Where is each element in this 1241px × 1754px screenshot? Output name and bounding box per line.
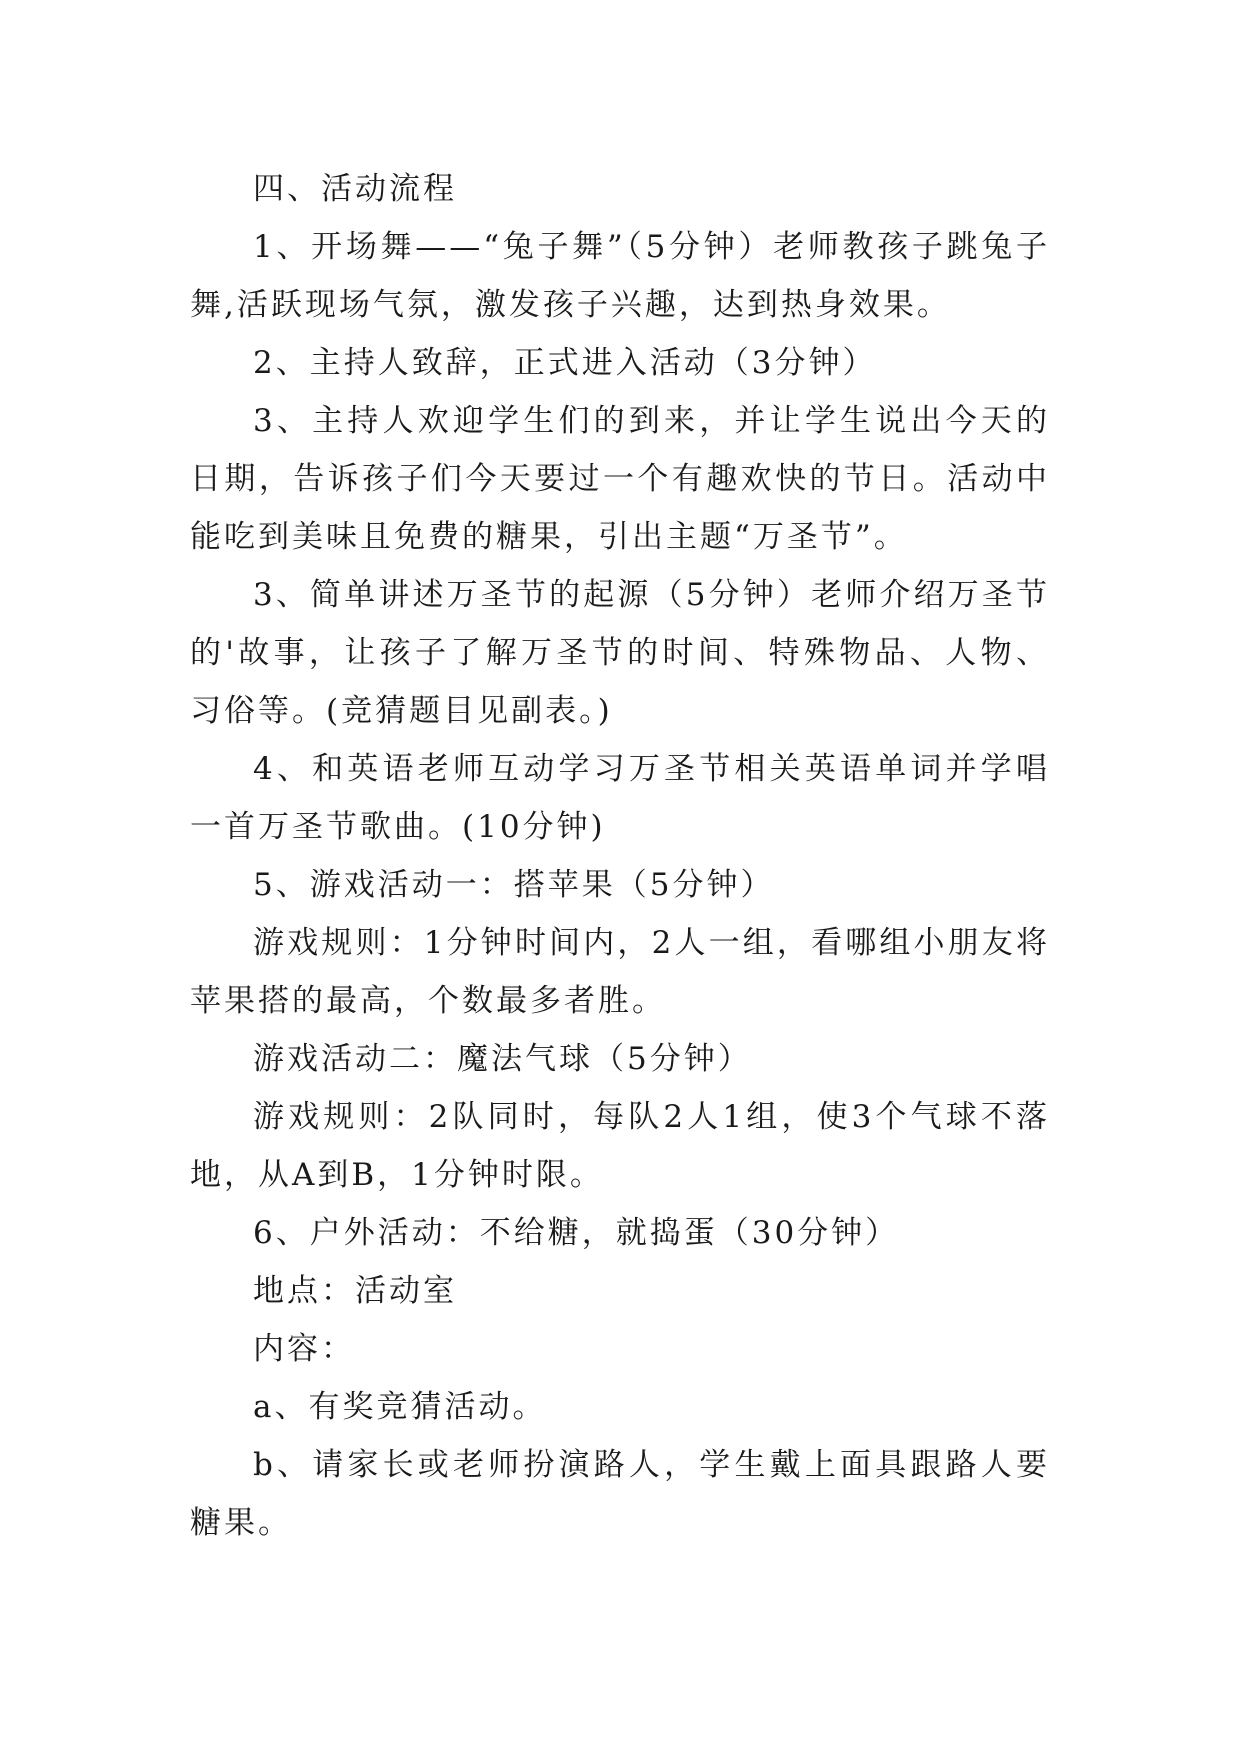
- document-body: [190, 160, 1050, 1552]
- paragraph-item-b: b、请家长或老师扮演路人，学生戴上面具跟路人要糖果。: [190, 1447, 1050, 1541]
- paragraph-game-one: 5、游戏活动一：搭苹果（5分钟）: [253, 867, 775, 903]
- paragraph-item-a: a、有奖竞猜活动。: [253, 1389, 547, 1425]
- paragraph-location: 地点：活动室: [253, 1273, 457, 1309]
- paragraph-game-one-rules: 游戏规则：1分钟时间内，2人一组，看哪组小朋友将苹果搭的最高，个数最多者胜。: [190, 925, 1050, 1019]
- paragraph-game-two-rules: 游戏规则：2队同时，每队2人1组，使3个气球不落地，从A到B，1分钟时限。: [190, 1099, 1050, 1193]
- paragraph-english-song: 4、和英语老师互动学习万圣节相关英语单词并学唱一首万圣节歌曲。(10分钟): [190, 751, 1050, 845]
- paragraph-outdoor-activity: 6、户外活动：不给糖，就捣蛋（30分钟）: [253, 1215, 900, 1251]
- paragraph-opening-dance: 1、开场舞——“兔子舞”（5分钟）老师教孩子跳兔子舞,活跃现场气氛，激发孩子兴趣，达到热身效果。: [190, 229, 1050, 323]
- paragraph-game-two: 游戏活动二：魔法气球（5分钟）: [253, 1041, 752, 1077]
- paragraph-halloween-origin: 3、简单讲述万圣节的起源（5分钟）老师介绍万圣节的'故事，让孩子了解万圣节的时间、特殊物品、人物、习俗等。(竞猜题目见副表。): [190, 577, 1050, 729]
- paragraph-content-label: 内容：: [253, 1331, 355, 1367]
- section-heading: 四、活动流程: [253, 171, 457, 207]
- paragraph-host-speech: 2、主持人致辞，正式进入活动（3分钟）: [253, 345, 877, 381]
- paragraph-host-welcome: 3、主持人欢迎学生们的到来，并让学生说出今天的日期，告诉孩子们今天要过一个有趣欢快的节日。活动中能吃到美味且免费的糖果，引出主题“万圣节”。: [190, 403, 1050, 555]
